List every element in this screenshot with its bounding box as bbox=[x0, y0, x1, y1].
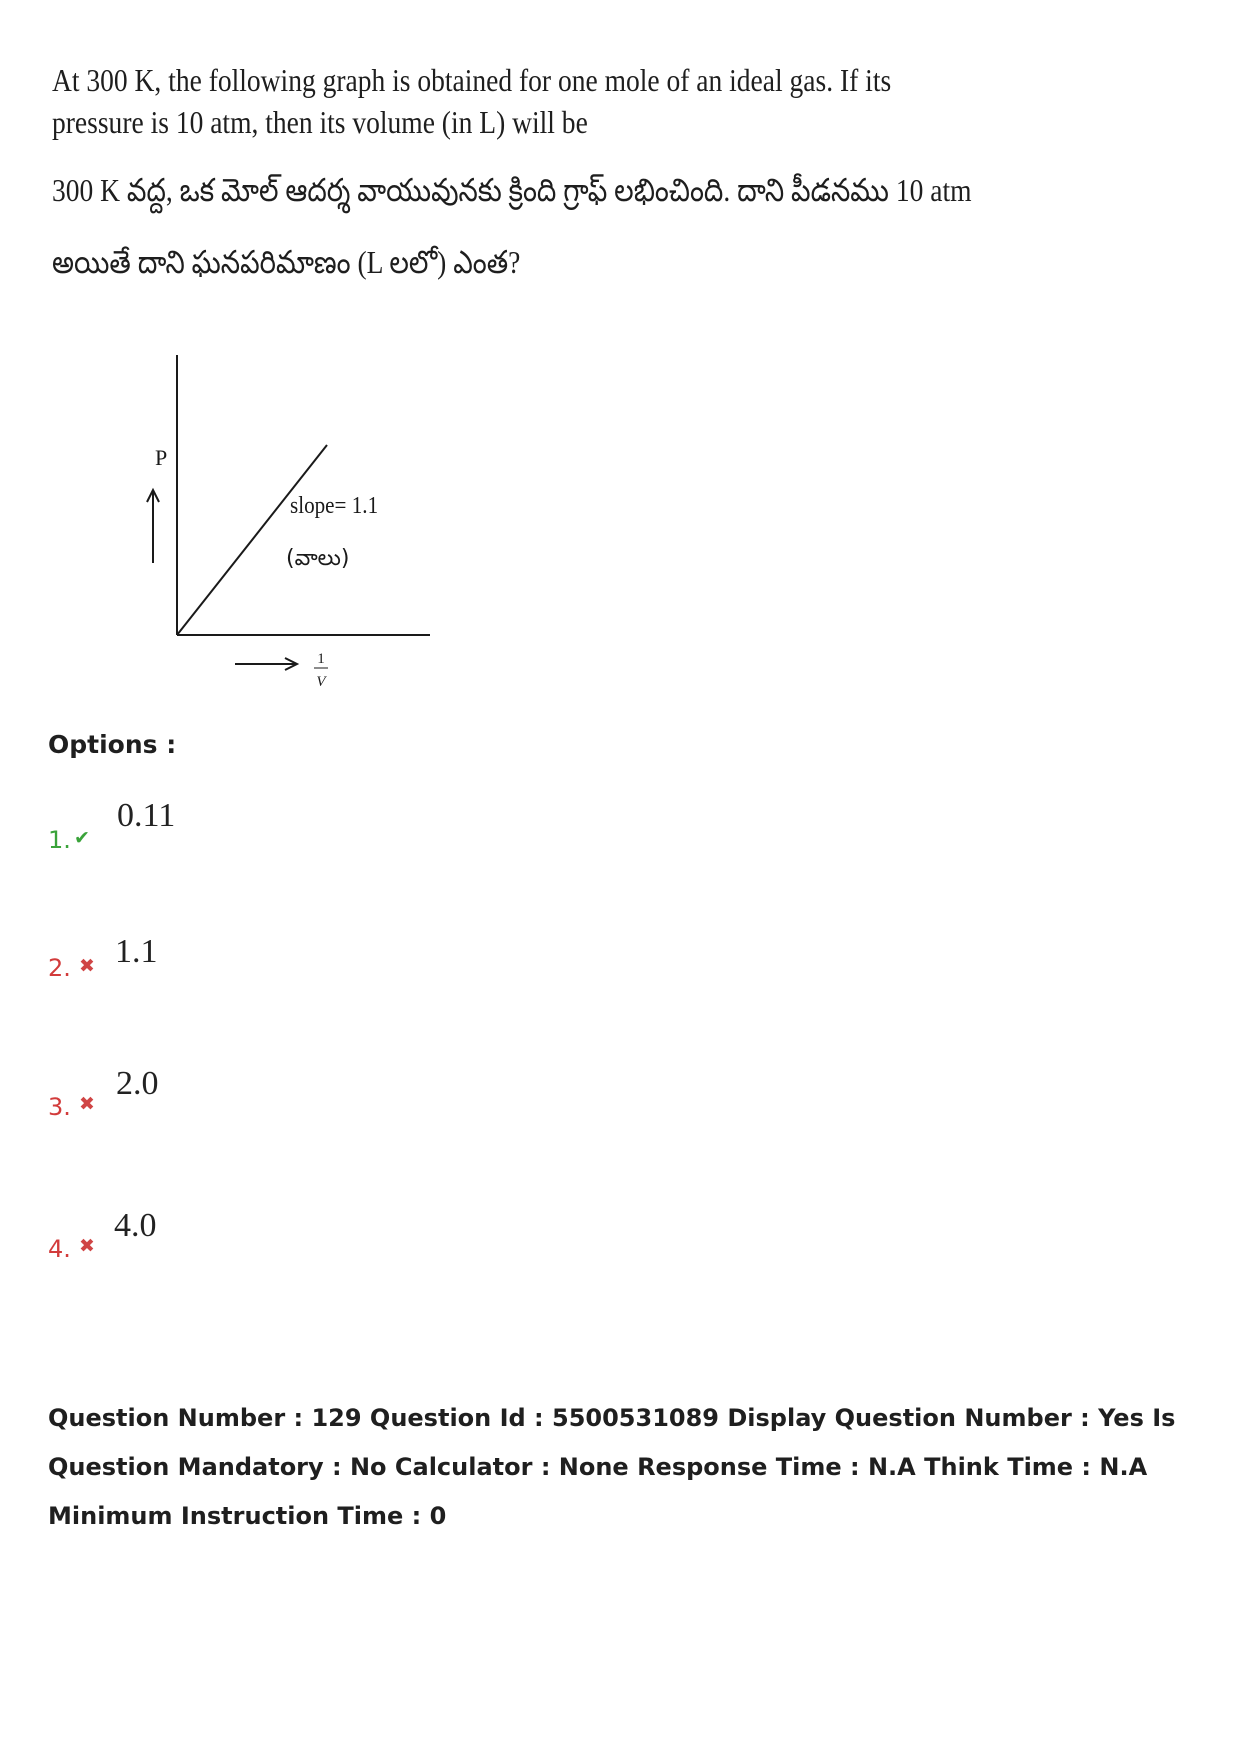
question-text-english-line1: At 300 K, the following graph is obtained for one mole of an ideal gas. If its bbox=[52, 62, 892, 98]
slope-annotation: slope= 1.1 bbox=[290, 491, 379, 519]
cross-icon: ✖ bbox=[79, 1235, 95, 1257]
option-value: 4.0 bbox=[114, 1207, 157, 1244]
options-heading: Options : bbox=[48, 730, 177, 759]
cross-icon: ✖ bbox=[79, 1093, 95, 1115]
option-number: 3. bbox=[48, 1093, 71, 1121]
x-axis-label-numerator: 1 bbox=[317, 651, 325, 667]
x-axis-label-denominator: V bbox=[316, 674, 326, 690]
slope-annotation-telugu: (వాలు) bbox=[286, 546, 350, 571]
question-text-telugu-line1: 300 K వద్ద, ఒక మోల్ ఆదర్శ వాయువునకు క్రింది గ్రాఫ్ లభించింది. దాని పీడనము 10 atm bbox=[52, 172, 972, 208]
option-number: 4. bbox=[48, 1235, 71, 1263]
cross-icon: ✖ bbox=[79, 955, 95, 977]
option-number: 1. bbox=[48, 826, 71, 854]
question-text-english-line2: pressure is 10 atm, then its volume (in L) will be bbox=[52, 104, 588, 140]
series-line bbox=[177, 445, 327, 635]
option-number: 2. bbox=[48, 954, 71, 982]
question-text-telugu-line2: అయితే దాని ఘనపరిమాణం (L లలో) ఎంత? bbox=[52, 244, 521, 280]
option-value: 0.11 bbox=[117, 797, 176, 834]
option-value: 1.1 bbox=[115, 933, 158, 970]
pressure-volume-graph bbox=[130, 345, 450, 715]
option-value: 2.0 bbox=[116, 1065, 159, 1102]
y-axis-label: P bbox=[155, 445, 168, 470]
question-metadata: Question Number : 129 Question Id : 5500531089 Display Question Number : Yes Is Question Mandatory : No Calculator : None Response Time : N.A Think Time : N.A Minimum Instruction Time : 0 bbox=[48, 1404, 1176, 1530]
check-icon: ✔ bbox=[74, 827, 90, 849]
